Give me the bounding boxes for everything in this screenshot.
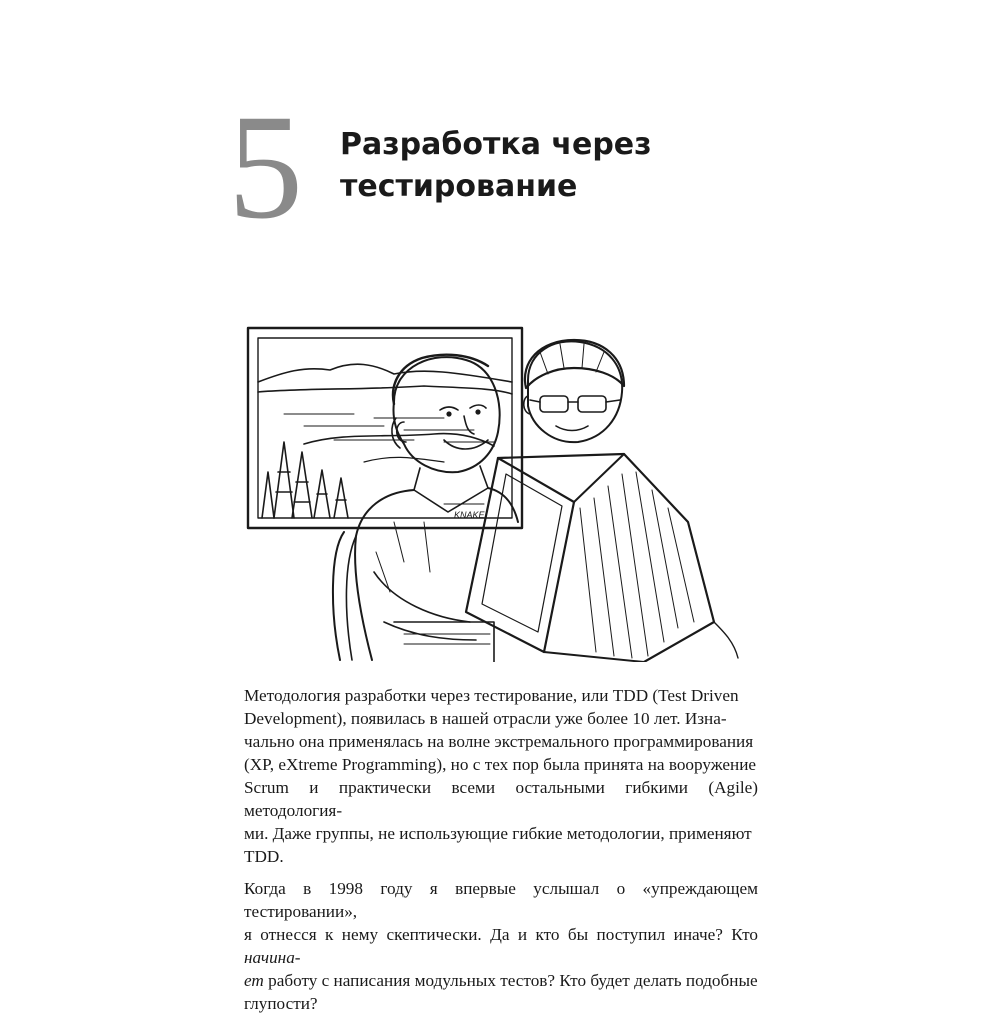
illustration [244, 322, 740, 662]
chapter-title-line-2: тестирование [340, 169, 578, 204]
paragraph-2-line-4: глупости? [244, 994, 318, 1013]
paragraph-2-line-1: Когда в 1998 году я впервые услышал о «упреждающем тестировании», [244, 879, 758, 921]
paragraph-2-line-2-text: я отнесся к нему скептически. Да и кто бы поступил иначе? Кто [244, 925, 758, 944]
monitor-icon [466, 454, 738, 662]
paragraph-2-emphasis-1: начина- [244, 948, 301, 967]
paragraph-1-line-4: (XP, eXtreme Programming), но с тех пор была принята на вооружение [244, 755, 757, 774]
chapter-number: 5 [228, 84, 301, 250]
paragraph-1-line-6: ми. Даже группы, не использующие гибкие методологии, применяют [244, 824, 752, 843]
chapter-title [340, 124, 760, 208]
paragraph-1-line-7: TDD. [244, 847, 284, 866]
chapter-title-line-1: Разработка через [340, 127, 652, 162]
paragraph-2-line-3-text: работу с написания модульных тестов? Кто будет делать подобные [263, 971, 758, 990]
paragraph-1-line-2: Development), появилась в нашей отрасли уже более 10 лет. Изна- [244, 709, 727, 728]
younger-man-figure [524, 340, 624, 442]
paragraph-1-line-3: чально она применялась на волне экстремального программирования [244, 732, 754, 751]
artist-signature: KNAKE [454, 510, 485, 520]
paragraph-1-line-5: Scrum и практически всеми остальными гибкими (Agile) методология- [244, 778, 758, 820]
paragraph-2-emphasis-2: ет [244, 971, 264, 990]
paragraph-2 [244, 877, 758, 1015]
paragraph-2-line-2 [244, 923, 758, 969]
body-text [244, 684, 758, 1015]
paragraph-2-line-3 [244, 969, 758, 992]
older-man-figure [355, 355, 518, 660]
paragraph-1-line-1: Методология разработки через тестирование, или TDD (Test Driven [244, 686, 739, 705]
paragraph-1 [244, 684, 758, 868]
